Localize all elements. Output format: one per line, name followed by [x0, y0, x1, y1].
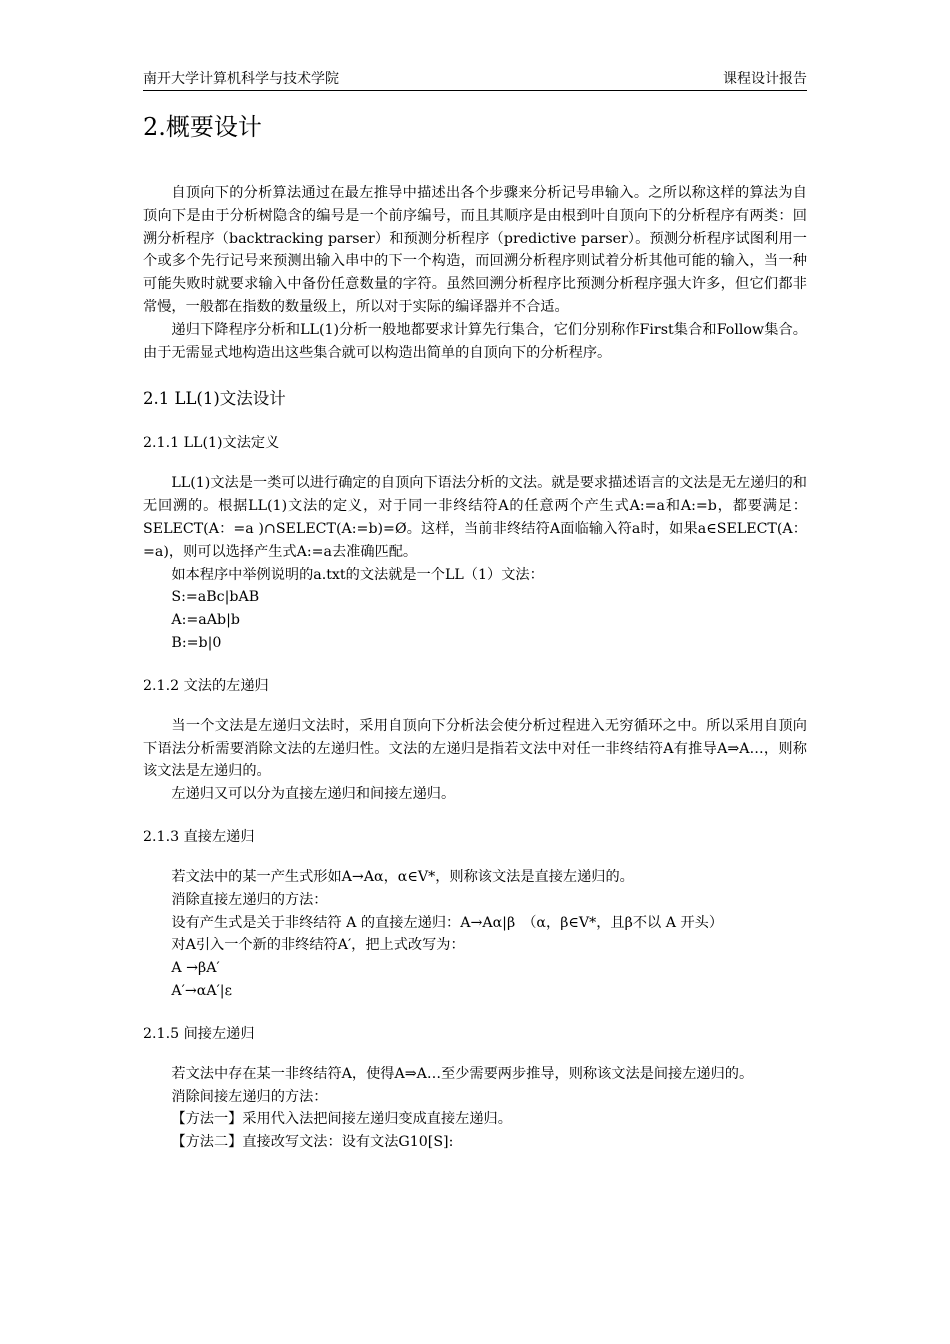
heading-2-1-5: 2.1.5 间接左递归	[143, 1025, 255, 1042]
direct-left-recursion-def: 若文法中的某一产生式形如A→Aα，α∈V*，则称该文法是直接左递归的。	[171, 868, 634, 885]
grammar-rule-a: A:=aAb|b	[171, 612, 240, 629]
heading-2-1-2: 2.1.2 文法的左递归	[143, 677, 269, 694]
indirect-elimination-label: 消除间接左递归的方法：	[171, 1088, 328, 1105]
header-report-type: 课程设计报告	[723, 71, 807, 87]
grammar-rule-s: S:=aBc|bAB	[171, 589, 260, 606]
intro-paragraph-2: 递归下降程序分析和LL(1)分析一般地都要求计算先行集合，它们分别称作First集合和Follow集合。由于无需显式地构造出这些集合就可以构造出简单的自顶向下的分析程序。	[143, 321, 807, 361]
heading-2-1: 2.1 LL(1)文法设计	[143, 389, 286, 409]
direct-elimination-label: 消除直接左递归的方法：	[171, 891, 328, 908]
indirect-left-recursion-def: 若文法中存在某一非终结符A，使得A⇒A…至少需要两步推导，则称该文法是间接左递归的。	[171, 1065, 754, 1082]
rewrite-rule-1: A →βA′	[171, 960, 220, 977]
method-two: 【方法二】直接改写文法：设有文法G10[S]:	[171, 1134, 454, 1151]
method-one: 【方法一】采用代入法把间接左递归变成直接左递归。	[171, 1111, 512, 1128]
ll1-definition-paragraph: LL(1)文法是一类可以进行确定的自顶向下语法分析的文法。就是要求描述语言的文法是无左递归的和无回溯的。根据LL(1)文法的定义，对于同一非终结符A的任意两个产生式A:=a和A:=b，都要满足：SELECT(A：=a )∩SELECT(A:=b)=Ø。这样，当前非终结符A面临输入符a时，如果a∈SELECT(A：=a)，则可以选择产生式A:=a去准确匹配。	[143, 475, 807, 560]
rewrite-rule-2: A′→αA′|ε	[171, 982, 232, 999]
left-recursion-paragraph: 当一个文法是左递归文法时，采用自顶向下分析法会使分析过程进入无穷循环之中。所以采用自顶向下语法分析需要消除文法的左递归性。文法的左递归是指若文法中对任一非终结符A有推导A⇒A…，则称该文法是左递归的。	[143, 717, 807, 780]
grammar-rule-b: B:=b|0	[171, 634, 222, 651]
heading-2-1-3: 2.1.3 直接左递归	[143, 828, 255, 845]
intro-paragraph-1: 自顶向下的分析算法通过在最左推导中描述出各个步骤来分析记号串输入。之所以称这样的算法为自顶向下是由于分析树隐含的编号是一个前序编号，而且其顺序是由根到叶自顶向下的分析程序有两类：回溯分析程序（backtracking parser）和预测分析程序（predictive parser）。预测分析程序试图利用一个或多个先行记号来预测出输入串中的下一个构造，而回溯分析程序则试着分析其他可能的输入，当一种可能失败时就要求输入中备份任意数量的字符。虽然回溯分析程序比预测分析程序强大许多，但它们都非常慢，一般都在指数的数量级上，所以对于实际的编译器并不合适。	[143, 185, 807, 315]
rewrite-intro: 对A引入一个新的非终结符A′，把上式改写为：	[171, 937, 465, 954]
left-recursion-types: 左递归又可以分为直接左递归和间接左递归。	[171, 786, 456, 803]
page-content	[143, 112, 807, 1154]
section-title: 2.概要设计	[143, 113, 262, 141]
header-institution: 南开大学计算机科学与技术学院	[143, 71, 339, 87]
page-header	[143, 70, 807, 91]
direct-production-desc: 设有产生式是关于非终结符 A 的直接左递归：A→Aα|β （α，β∈V*，且β不以 A 开头）	[171, 914, 724, 931]
ll1-example-intro: 如本程序中举例说明的a.txt的文法就是一个LL（1）文法：	[171, 566, 544, 583]
heading-2-1-1: 2.1.1 LL(1)文法定义	[143, 435, 280, 452]
